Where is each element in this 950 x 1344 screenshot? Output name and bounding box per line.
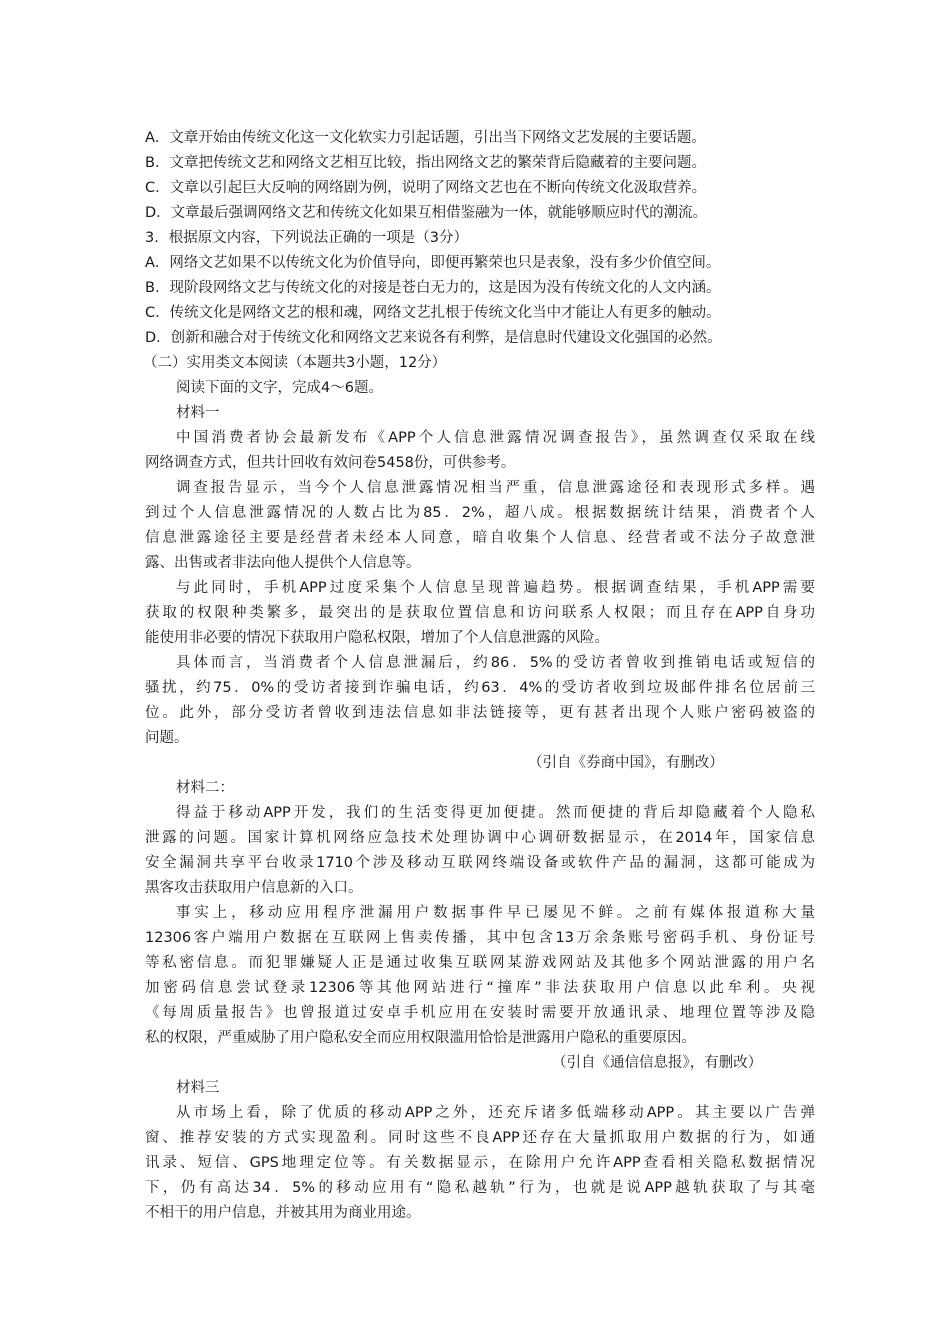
- q2-option-c: C．文章以引起巨大反响的网络剧为例，说明了网络文艺也在不断向传统文化汲取营养。: [145, 180, 707, 196]
- q3-option-b: B．现阶段网络文艺与传统文化的对接是苍白无力的，这是因为没有传统文化的人文内涵。: [145, 280, 721, 296]
- q3-stem: 3．根据原文内容，下列说法正确的一项是（3分）: [145, 230, 468, 246]
- section-instruction: 阅读下面的文字，完成4～6题。: [176, 380, 383, 396]
- material2-p2-line: 《每周质量报告》也曾报道过安卓手机应用在安装时需要开放通讯录、地理位置等涉及隐: [145, 1005, 815, 1021]
- material3-p1-line: 不相干的用户信息，并被其用为商业用途。: [145, 1205, 421, 1221]
- material1-p3-line: 能使用非必要的情况下获取用户隐私权限，增加了个人信息泄露的风险。: [145, 630, 609, 646]
- q3-option-d: D．创新和融合对于传统文化和网络文艺来说各有利弊，是信息时代建设文化强国的必然。: [145, 330, 722, 346]
- material2-p1-line: 黑客攻击获取用户信息新的入口。: [145, 880, 363, 896]
- material3-p1-line: 从市场上看，除了优质的移动APP之外，还充斥诸多低端移动APP。其主要以广告弹: [176, 1105, 815, 1121]
- material1-p3-line: 与此同时，手机APP过度采集个人信息呈现普遍趋势。根据调查结果，手机APP需要: [176, 580, 815, 596]
- section-heading: （二）实用类文本阅读（本题共3小题，12分）: [143, 355, 447, 371]
- material1-p2-line: 信息泄露途径主要是经营者未经本人同意，暗自收集个人信息、经营者或不法分子故意泄: [145, 530, 815, 546]
- material2-p2-line: 加密码信息尝试登录12306等其他网站进行“撞库”非法获取用户信息以此牟利。央视: [145, 980, 815, 996]
- material1-p3-line: 获取的权限种类繁多，最突出的是获取位置信息和访问联系人权限；而且存在APP自身功: [145, 605, 815, 621]
- material1-p2-line: 调查报告显示，当今个人信息泄露情况相当严重，信息泄露途径和表现形式多样。遇: [176, 480, 815, 496]
- material1-p2-line: 到过个人信息泄露情况的人数占比为85．2%，超八成。根据数据统计结果，消费者个人: [145, 505, 815, 521]
- q3-option-a: A．网络文艺如果不以传统文化为价值导向，即便再繁荣也只是表象，没有多少价值空间。: [145, 255, 721, 271]
- material1-p1-line: 网络调查方式，但共计回收有效问卷5458份，可供参考。: [145, 455, 516, 471]
- material1-p4-line: 具体而言，当消费者个人信息泄漏后，约86．5%的受访者曾收到推销电话或短信的: [176, 655, 815, 671]
- material3-p1-line: 窗、推荐安装的方式实现盈利。同时这些不良APP还存在大量抓取用户数据的行为，如通: [145, 1130, 815, 1146]
- material2-p2-line: 私的权限，严重威胁了用户隐私安全而应用权限滥用恰恰是泄露用户隐私的重要原因。: [145, 1030, 696, 1046]
- material1-p1-line: 中国消费者协会最新发布《APP个人信息泄露情况调查报告》，虽然调查仅采取在线: [176, 430, 815, 446]
- q3-option-c: C．传统文化是网络文艺的根和魂，网络文艺扎根于传统文化当中才能让人有更多的触动。: [145, 305, 721, 321]
- material3-p1-line: 讯录、短信、GPS地理定位等。有关数据显示，在除用户允许APP查看相关隐私数据情况: [145, 1155, 815, 1171]
- q2-option-b: B．文章把传统文艺和网络文艺相互比较，指出网络文艺的繁荣背后隐藏着的主要问题。: [145, 155, 706, 171]
- material2-source: （引自《通信信息报》，有删改）: [552, 1055, 763, 1071]
- material1-p4-line: 骚扰，约75．0%的受访者接到诈骗电话，约63．4%的受访者收到垃圾邮件排名位居前三: [145, 680, 815, 696]
- material2-p2-line: 等私密信息。而犯罪嫌疑人正是通过收集互联网某游戏网站及其他多个网站泄露的用户名: [145, 955, 815, 971]
- material1-source: （引自《券商中国》，有删改）: [528, 755, 724, 771]
- material3-title: 材料三: [176, 1080, 220, 1096]
- material1-p2-line: 露、出售或者非法向他人提供个人信息等。: [145, 555, 421, 571]
- q2-option-d: D．文章最后强调网络文艺和传统文化如果互相借鉴融为一体，就能够顺应时代的潮流。: [145, 205, 708, 221]
- material2-p2-line: 事实上，移动应用程序泄漏用户数据事件早已屡见不鲜。之前有媒体报道称大量: [176, 905, 815, 921]
- q2-option-a: A．文章开始由传统文化这一文化软实力引起话题，引出当下网络文艺发展的主要话题。: [145, 130, 706, 146]
- material2-p1-line: 泄露的问题。国家计算机网络应急技术处理协调中心调研数据显示，在2014年，国家信息: [145, 830, 815, 846]
- material3-p1-line: 下，仍有高达34．5%的移动应用有“隐私越轨”行为，也就是说APP越轨获取了与其毫: [145, 1180, 815, 1196]
- material2-p1-line: 得益于移动APP开发，我们的生活变得更加便捷。然而便捷的背后却隐藏着个人隐私: [176, 805, 815, 821]
- material1-title: 材料一: [176, 405, 220, 421]
- material1-p4-line: 位。此外，部分受访者曾收到违法信息如非法链接等，更有甚者出现个人账户密码被盗的: [145, 705, 815, 721]
- material2-p1-line: 安全漏洞共享平台收录1710个涉及移动互联网终端设备或软件产品的漏洞，这都可能成为: [145, 855, 815, 871]
- material2-p2-line: 12306客户端用户数据在互联网上售卖传播，其中包含13万余条账号密码手机、身份证号: [145, 930, 815, 946]
- material1-p4-line: 问题。: [145, 730, 189, 746]
- material2-title: 材料二：: [176, 780, 234, 796]
